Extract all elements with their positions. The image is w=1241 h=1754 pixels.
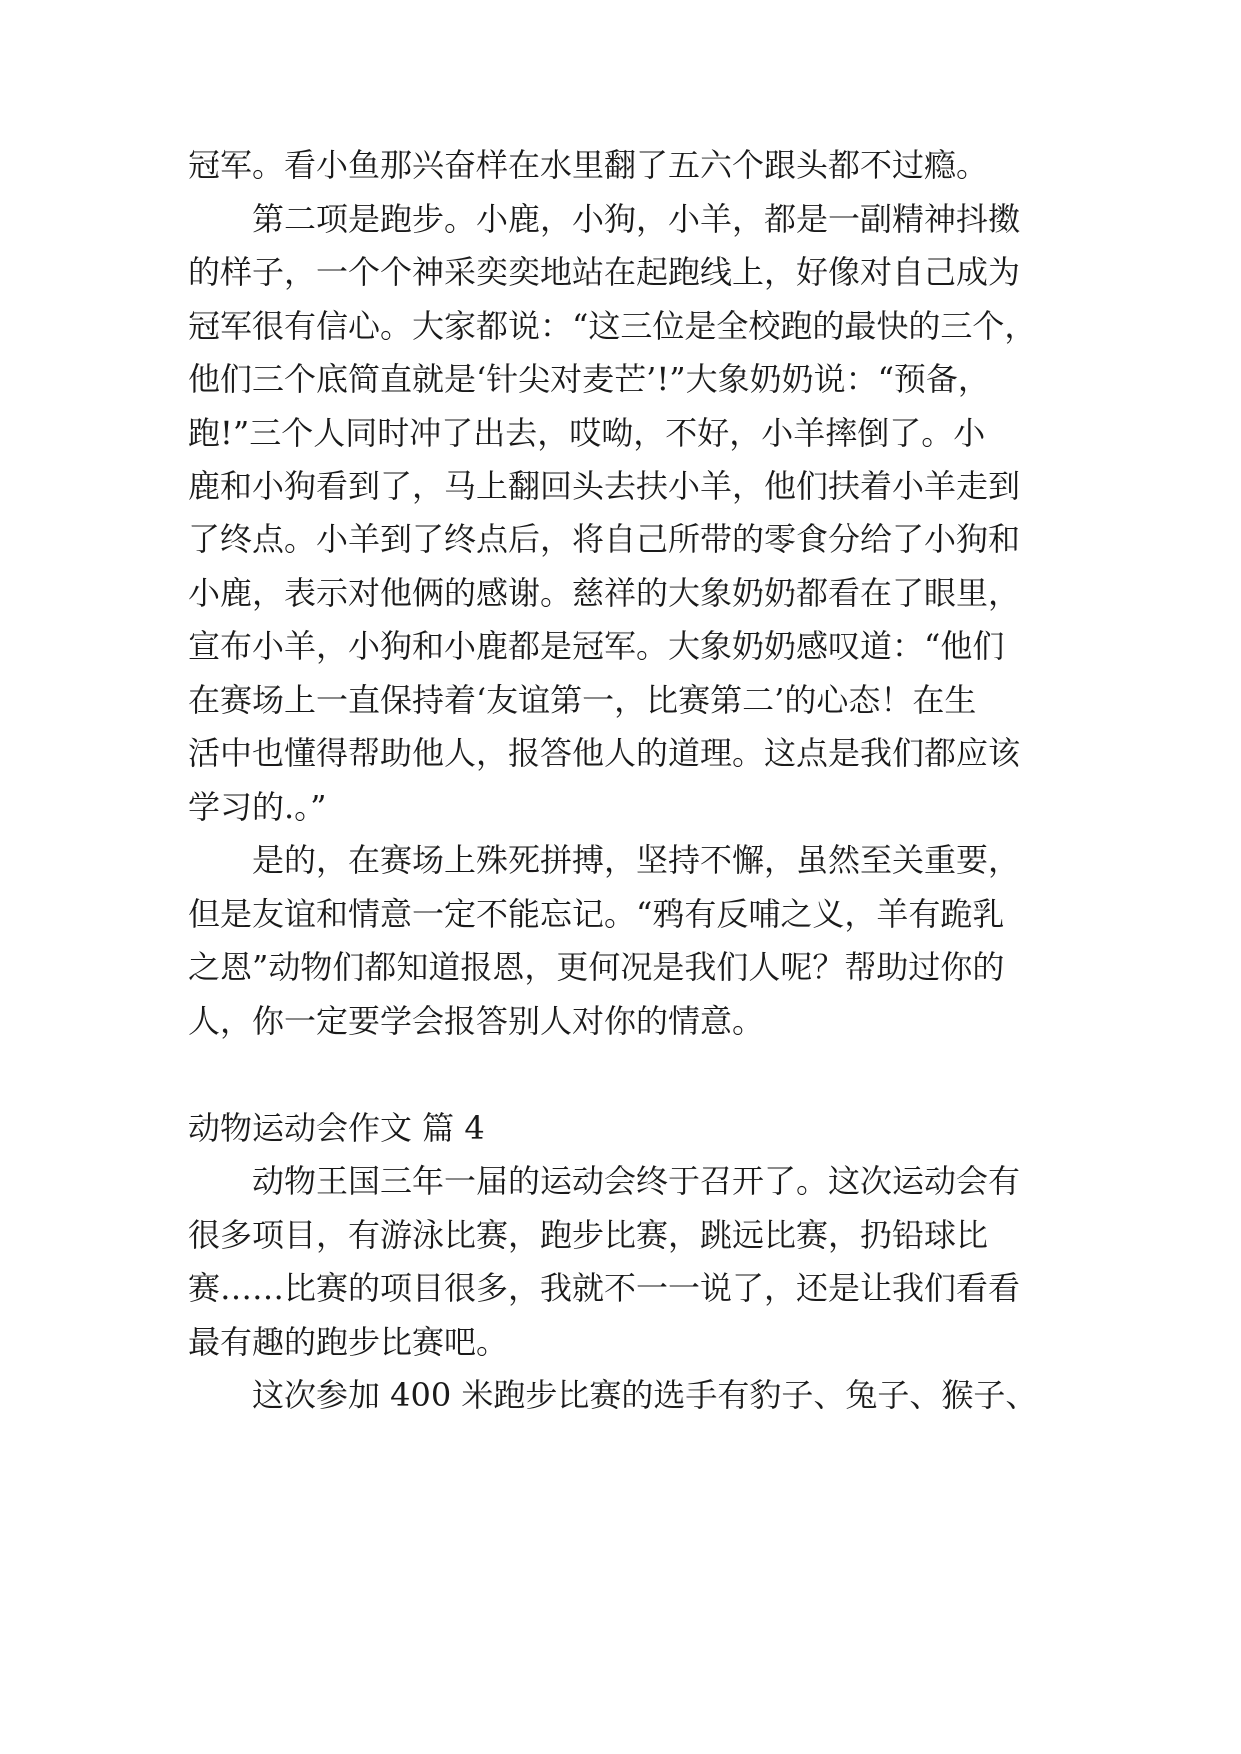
text-line: 宣布小羊，小狗和小鹿都是冠军。大象奶奶感叹道：“他们 (188, 627, 1005, 665)
paragraph-first-line: 动物王国三年一届的运动会终于召开了。这次运动会有 (252, 1162, 1021, 1200)
text-line: 之恩”动物们都知道报恩，更何况是我们人呢？帮助过你的 (188, 948, 1005, 986)
text-line: 跑!”三个人同时冲了出去，哎呦，不好，小羊摔倒了。小 (188, 414, 986, 452)
text-line: 人，你一定要学会报答别人对你的情意。 (188, 1002, 765, 1040)
text-line: 很多项目，有游泳比赛，跑步比赛，跳远比赛，扔铅球比 (188, 1216, 989, 1254)
text-line: 但是友谊和情意一定不能忘记。“鸦有反哺之义，羊有跪乳 (188, 895, 1005, 933)
text-line: 冠军。看小鱼那兴奋样在水里翻了五六个跟头都不过瘾。 (188, 146, 989, 184)
paragraph-first-line: 这次参加 400 米跑步比赛的选手有豹子、兔子、猴子、 (252, 1376, 1038, 1414)
text-line: 冠军很有信心。大家都说：“这三位是全校跑的最快的三个， (188, 307, 1037, 345)
text-line: 在赛场上一直保持着‘友谊第一，比赛第二’的心态！在生 (188, 681, 977, 719)
text-line: 最有趣的跑步比赛吧。 (188, 1323, 509, 1361)
text-line: 的样子，一个个神采奕奕地站在起跑线上，好像对自己成为 (188, 253, 1021, 291)
text-line: 了终点。小羊到了终点后，将自己所带的零食分给了小狗和 (188, 520, 1021, 558)
section-heading: 动物运动会作文 篇 4 (188, 1109, 485, 1147)
paragraph-first-line: 第二项是跑步。小鹿，小狗，小羊，都是一副精神抖擞 (252, 200, 1021, 238)
text-line: 鹿和小狗看到了，马上翻回头去扶小羊，他们扶着小羊走到 (188, 467, 1021, 505)
text-line: 学习的.。” (188, 788, 327, 826)
text-line: 活中也懂得帮助他人，报答他人的道理。这点是我们都应该 (188, 734, 1021, 772)
text-line: 他们三个底简直就是‘针尖对麦芒’!”大象奶奶说：“预备， (188, 360, 990, 398)
text-line: 小鹿，表示对他俩的感谢。慈祥的大象奶奶都看在了眼里， (188, 574, 1021, 612)
paragraph-first-line: 是的，在赛场上殊死拼搏，坚持不懈，虽然至关重要， (252, 841, 1021, 879)
text-line: 赛……比赛的项目很多，我就不一一说了，还是让我们看看 (188, 1269, 1021, 1307)
